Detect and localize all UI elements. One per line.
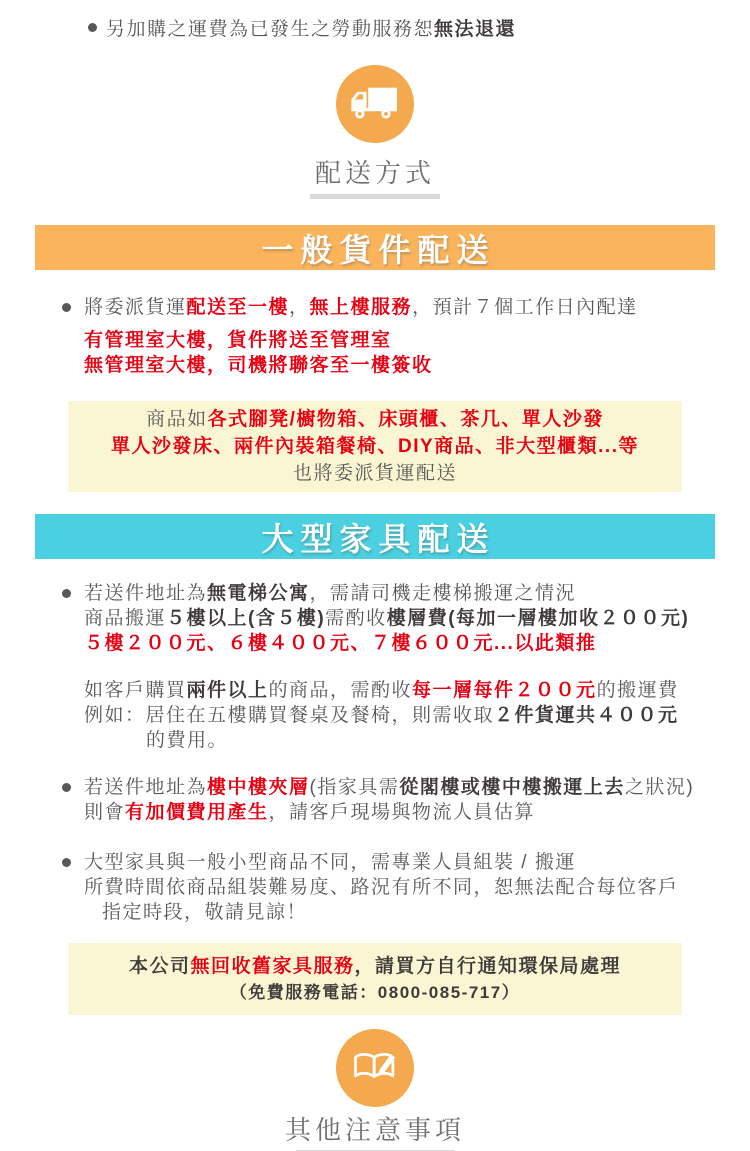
run: 無回收舊家具服務: [190, 956, 355, 977]
general-delivery-note-box: [68, 401, 682, 492]
run: 有加價費用產生: [125, 802, 269, 823]
run: ，需請司機走樓梯搬運之情況: [309, 583, 577, 604]
large-furniture-banner: [35, 514, 715, 559]
run: 若送件地址為: [84, 777, 208, 798]
other-notes-badge: [336, 1029, 414, 1107]
run: 樓中樓夾層: [207, 777, 310, 798]
fee-line-2: [84, 703, 720, 728]
floor-fee-red-line: ５樓２００元、６樓４００元、７樓６００元...以此類推: [84, 633, 597, 654]
run: 配送至一樓: [186, 297, 290, 318]
general-delivery-red-notes: [84, 328, 638, 378]
run: ，請客戶現場與物流人員估算: [268, 802, 536, 823]
delivery-badge: [336, 65, 414, 143]
run: 例如：居住在五樓購買餐桌及餐椅，則需收取: [84, 705, 495, 726]
run: 商品如: [146, 409, 208, 430]
run: (指家具需: [309, 777, 400, 798]
other-notes-heading: 其他注意事項: [284, 1115, 465, 1145]
top-note-pre: 另加購之運費為已發生之勞動服務恕: [106, 19, 435, 40]
run: 若送件地址為: [84, 583, 208, 604]
fee-line-1: [84, 678, 720, 703]
run: 的搬運費: [596, 680, 679, 701]
fee-line-3: 的費用。: [146, 730, 229, 751]
note-box-line: 單人沙發床、兩件內裝箱餐椅、DIY商品、非大型櫃類...等: [110, 436, 639, 457]
run: 本公司: [128, 956, 191, 977]
service-phone-line: （免費服務電話：0800-085-717）: [229, 983, 521, 1002]
no-recycle-note-box: [68, 943, 682, 1015]
run: ，預計７個工作日內配達: [412, 297, 638, 318]
large-furniture-point-2: [62, 775, 720, 825]
heading-underline: [310, 194, 440, 199]
red-note-line: 有管理室大樓，貨件將送至管理室: [84, 330, 392, 351]
run: ，請買方自行通知環保局處理: [354, 956, 622, 977]
run: 樓層費(每加一層樓加收２００元): [386, 608, 690, 629]
run: ２件貨運共４００元: [494, 705, 679, 726]
general-delivery-banner: [35, 225, 715, 270]
general-delivery-point-body: [84, 295, 638, 378]
bullet-dot: [62, 783, 71, 792]
large-furniture-banner-label: 大型家具配送: [261, 520, 496, 557]
large-furniture-point-1: [62, 581, 720, 656]
general-delivery-line: [84, 295, 638, 320]
stairs-line-2: [84, 606, 689, 631]
run: 每一層每件２００元: [412, 680, 597, 701]
assembly-line-2: 所費時間依商品組裝難易度、路況有所不同，恕無法配合每位客戶: [84, 877, 679, 898]
large-furniture-point-2-body: [84, 775, 694, 825]
run: 商品搬運: [84, 608, 167, 629]
bullet-dot: [62, 858, 71, 867]
general-delivery-point: [62, 295, 720, 378]
run: 則會: [84, 802, 126, 823]
run: 無上樓服務: [309, 297, 413, 318]
large-furniture-point-1-body: [84, 581, 689, 656]
general-delivery-banner-label: 一般貨件配送: [261, 231, 496, 268]
top-note-bold: 無法退還: [434, 19, 517, 40]
top-note-text: [106, 14, 516, 41]
top-note: [88, 14, 750, 41]
multi-item-fee-paragraph: [84, 678, 720, 753]
book-pen-icon: [349, 1046, 401, 1091]
run: ，: [289, 297, 310, 318]
run: ５樓以上(含５樓): [166, 608, 326, 629]
stairs-line-1: [84, 581, 689, 606]
assembly-line-3: 指定時段，敬請見諒！: [102, 902, 308, 923]
note-box-line: 也將委派貨運配送: [292, 463, 457, 484]
run: 將委派貨運: [84, 297, 187, 318]
bullet-dot: [62, 589, 71, 598]
truck-icon: [348, 81, 402, 128]
note-box-line: [76, 406, 674, 433]
bullet-dot: [62, 303, 71, 312]
red-note-line: 無管理室大樓，司機將聯客至一樓簽收: [84, 355, 433, 376]
large-furniture-point-3-body: [84, 850, 679, 925]
run: 需酌收: [325, 608, 387, 629]
mezzanine-line-1: [84, 775, 694, 800]
note-box-line: [76, 953, 674, 980]
mezzanine-line-2: [84, 800, 694, 825]
bullet-dot: [88, 23, 97, 32]
run: 如客戶購買: [84, 680, 187, 701]
run: 兩件以上: [186, 680, 269, 701]
delivery-method-heading: 配送方式: [314, 158, 435, 188]
run: 之狀況): [624, 777, 695, 798]
assembly-line-1: 大型家具與一般小型商品不同，需專業人員組裝 / 搬運: [84, 852, 576, 873]
large-furniture-point-3: [62, 850, 720, 925]
run: 各式腳凳/櫥物箱、床頭櫃、茶几、單人沙發: [207, 409, 604, 430]
run: 從閣樓或樓中樓搬運上去: [399, 777, 625, 798]
run: 的商品，需酌收: [268, 680, 413, 701]
run: 無電梯公寓: [207, 583, 310, 604]
